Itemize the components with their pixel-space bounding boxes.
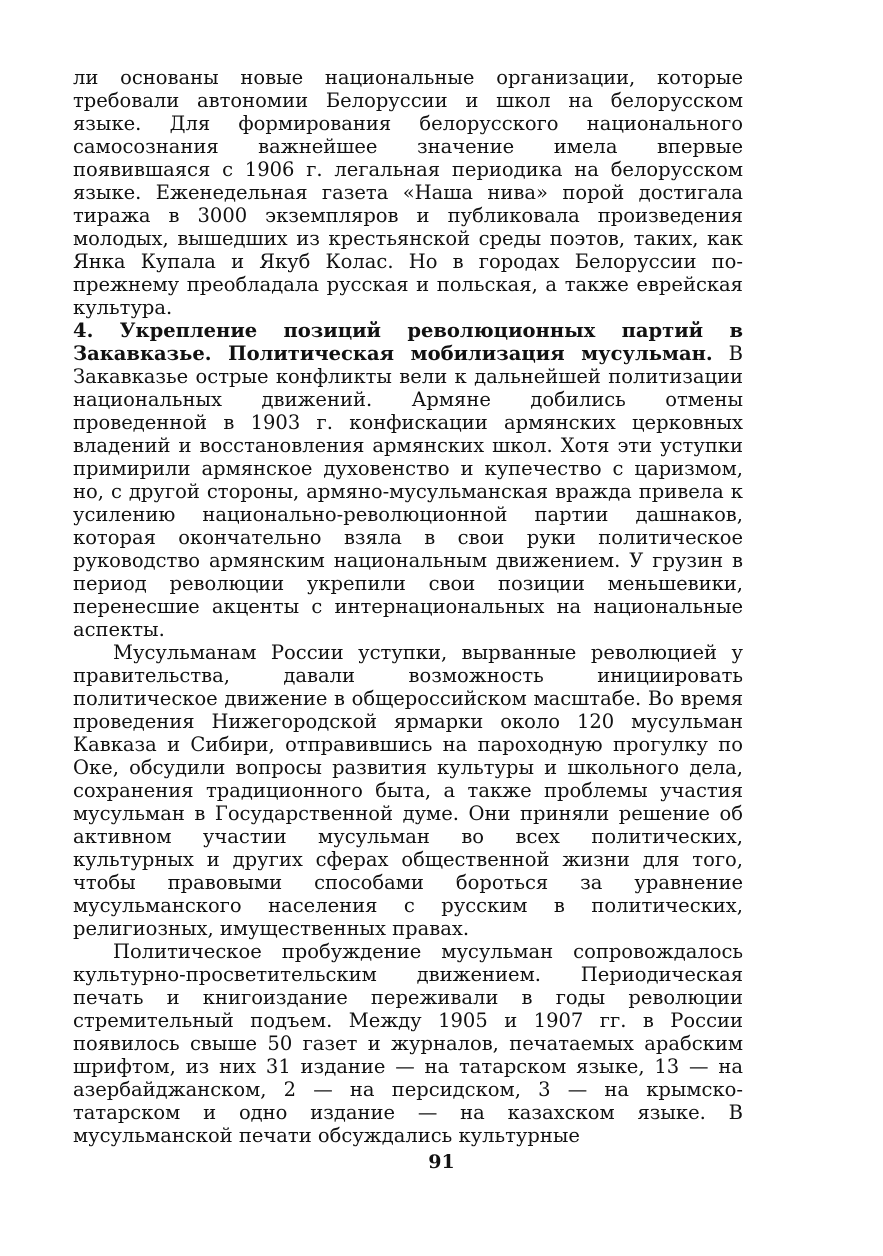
paragraph-press: Политическое пробуждение мусульман сопровождалось культурно-просветительским движением. Периодическая печать и книгоиздание переживали в годы революции стремительный подъем. Между 1905 и 1907 гг. в России появилось свыше 50 газет и журналов, печатаемых арабским шрифтом, из них 31 издание — на татарском языке, 13 — на азербайджанском, 2 — на персидском, 3 — на крымско-татарском и одно издание — на казахском языке. В мусульманской печати обсуждались культурные	[73, 940, 743, 1147]
section-text: В Закавказье острые конфликты вели к дальнейшей политизации национальных движений. Армяне добились отмены проведенной в 1903 г. конфискации армянских церковных владений и восстановления армянских школ. Хотя эти уступки примирили армянское духовенство и купечество с царизмом, но, с другой стороны, армяно-мусульманская вражда привела к усилению национально-революционной партии дашнаков, которая окончательно взяла в свои руки политическое руководство армянским национальным движением. У грузин в период революции укрепили свои позиции меньшевики, перенесшие акценты с интернациональных на национальные аспекты.	[73, 342, 743, 641]
page-body	[73, 66, 743, 1147]
paragraph-transcaucasia	[73, 319, 743, 641]
section-heading: 4. Укрепление позиций революционных партий в Закавказье. Политическая мобилизация мусульман.	[73, 319, 743, 365]
paragraph-muslims: Мусульманам России уступки, вырванные революцией у правительства, давали возможность инициировать политическое движение в общероссийском масштабе. Во время проведения Нижегородской ярмарки около 120 мусульман Кавказа и Сибири, отправившись на пароходную прогулку по Оке, обсудили вопросы развития культуры и школьного дела, сохранения традиционного быта, а также проблемы участия мусульман в Государственной думе. Они приняли решение об активном участии мусульман во всех политических, культурных и других сферах общественной жизни для того, чтобы правовыми способами бороться за уравнение мусульманского населения с русским в политических, религиозных, имущественных правах.	[73, 641, 743, 940]
paragraph-belarus: ли основаны новые национальные организации, которые требовали автономии Белоруссии и школ на белорусском языке. Для формирования белорусского национального самосознания важнейшее значение имела впервые появившаяся с 1906 г. легальная периодика на белорусском языке. Еженедельная газета «Наша нива» порой достигала тиража в 3000 экземпляров и публиковала произведения молодых, вышедших из крестьянской среды поэтов, таких, как Янка Купала и Якуб Колас. Но в городах Белоруссии по-прежнему преобладала русская и польская, а также еврейская культура.	[73, 66, 743, 319]
page-number: 91	[428, 1151, 455, 1173]
